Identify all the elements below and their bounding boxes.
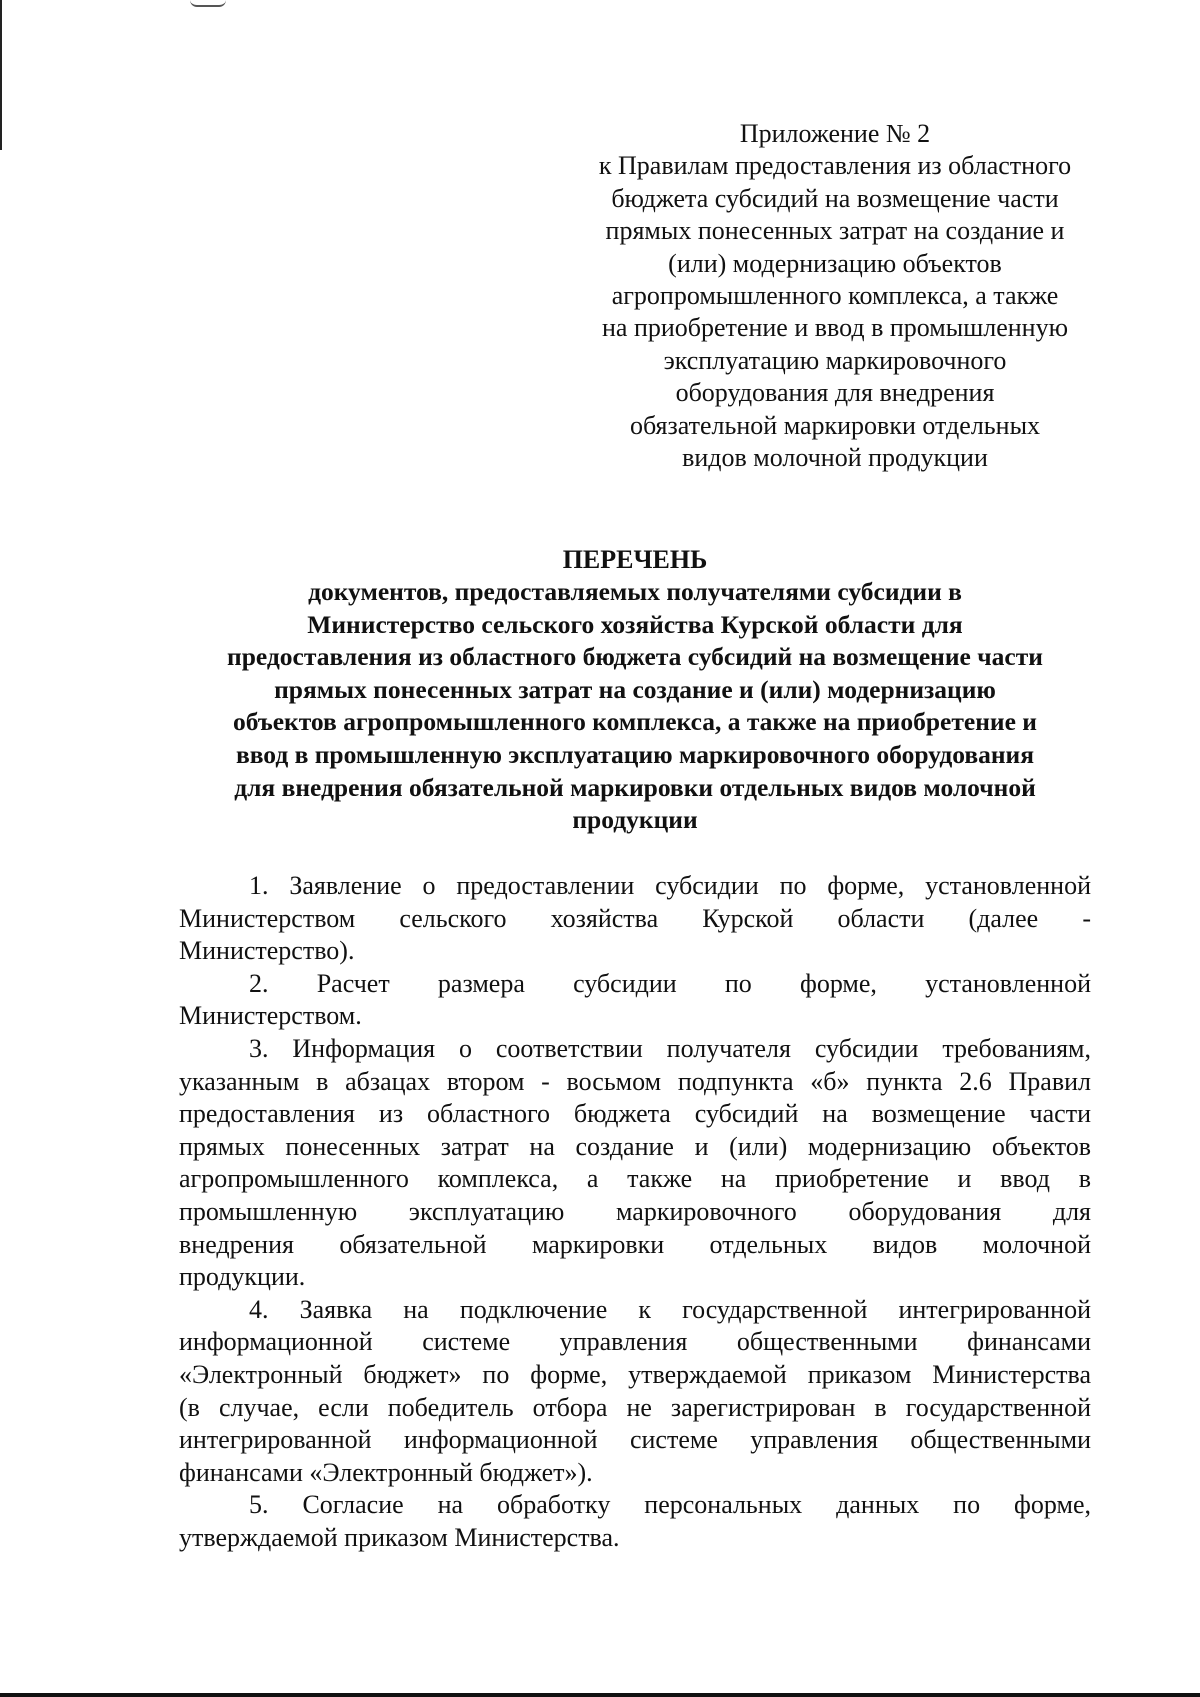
paragraph-line: агропромышленного комплекса, а также на приобретение и ввод в bbox=[179, 1164, 1091, 1194]
appendix-header bbox=[560, 118, 1110, 474]
paragraph-line: 4. Заявка на подключение к государственной интегрированной bbox=[249, 1294, 1091, 1324]
paragraph-line: 2. Расчет размера субсидии по форме, установленной bbox=[249, 968, 1091, 998]
paragraph-line: информационной системе управления общественными финансами bbox=[179, 1327, 1091, 1357]
title-line: продукции bbox=[572, 805, 698, 835]
paragraph-line: 1. Заявление о предоставлении субсидии по форме, установленной bbox=[249, 871, 1091, 900]
appendix-line: (или) модернизацию объектов bbox=[668, 248, 1002, 278]
scan-edge-left bbox=[0, 0, 2, 150]
scan-mark-top bbox=[190, 0, 226, 7]
paragraph-line: внедрения обязательной маркировки отдельных видов молочной bbox=[179, 1229, 1091, 1259]
paragraph-line: продукции. bbox=[179, 1262, 306, 1292]
document-body bbox=[179, 870, 1091, 1554]
paragraph-line: Министерством. bbox=[179, 1001, 362, 1031]
title-line: ввод в промышленную эксплуатацию маркировочного оборудования bbox=[235, 739, 1035, 769]
title-line: Министерство сельского хозяйства Курской области для bbox=[307, 609, 963, 639]
appendix-line: к Правилам предоставления из областного bbox=[598, 151, 1072, 181]
list-item-2 bbox=[179, 968, 1091, 1033]
list-item-5 bbox=[179, 1489, 1091, 1554]
title-line: объектов агропромышленного комплекса, а также на приобретение и bbox=[233, 707, 1037, 737]
appendix-line: видов молочной продукции bbox=[682, 443, 988, 473]
appendix-line: Приложение № 2 bbox=[739, 119, 931, 148]
paragraph-line: утверждаемой приказом Министерства. bbox=[179, 1522, 620, 1552]
list-item-1 bbox=[179, 870, 1091, 968]
appendix-line: на приобретение и ввод в промышленную bbox=[602, 313, 1068, 343]
appendix-line: оборудования для внедрения bbox=[675, 378, 995, 408]
paragraph-line: предоставления из областного бюджета субсидий на возмещение части bbox=[179, 1099, 1091, 1129]
appendix-line: эксплуатацию маркировочного bbox=[663, 345, 1007, 375]
list-item-3 bbox=[179, 1033, 1091, 1294]
paragraph-line: указанным в абзацах втором - восьмом подпункта «б» пункта 2.6 Правил bbox=[179, 1066, 1091, 1096]
title-main: ПЕРЕЧЕНЬ bbox=[562, 545, 708, 574]
title-line: прямых понесенных затрат на создание и (или) модернизацию bbox=[274, 674, 996, 704]
scan-edge-bottom bbox=[0, 1693, 1200, 1697]
paragraph-line: промышленную эксплуатацию маркировочного оборудования для bbox=[179, 1196, 1091, 1226]
title-line: предоставления из областного бюджета субсидий на возмещение части bbox=[227, 642, 1043, 672]
appendix-line: прямых понесенных затрат на создание и bbox=[605, 216, 1065, 246]
paragraph-line: Министерство). bbox=[179, 936, 355, 966]
document-title bbox=[150, 544, 1120, 837]
appendix-line: агропромышленного комплекса, а также bbox=[611, 281, 1059, 311]
paragraph-line: 5. Согласие на обработку персональных данных по форме, bbox=[249, 1490, 1091, 1520]
paragraph-line: 3. Информация о соответствии получателя субсидии требованиям, bbox=[249, 1033, 1091, 1063]
list-item-4 bbox=[179, 1294, 1091, 1490]
paragraph-line: Министерством сельского хозяйства Курской области (далее - bbox=[179, 903, 1091, 933]
title-line: для внедрения обязательной маркировки отдельных видов молочной bbox=[234, 772, 1036, 802]
paragraph-line: интегрированной информационной системе управления общественными bbox=[179, 1425, 1091, 1455]
title-line: документов, предоставляемых получателями субсидии в bbox=[308, 577, 962, 606]
paragraph-line: (в случае, если победитель отбора не зарегистрирован в государственной bbox=[179, 1392, 1091, 1422]
appendix-line: бюджета субсидий на возмещение части bbox=[611, 183, 1059, 213]
paragraph-line: прямых понесенных затрат на создание и (или) модернизацию объектов bbox=[179, 1131, 1091, 1161]
appendix-line: обязательной маркировки отдельных bbox=[629, 410, 1041, 440]
title-subtitle bbox=[150, 576, 1120, 837]
paragraph-line: финансами «Электронный бюджет»). bbox=[179, 1457, 593, 1487]
paragraph-line: «Электронный бюджет» по форме, утверждаемой приказом Министерства bbox=[179, 1359, 1091, 1389]
